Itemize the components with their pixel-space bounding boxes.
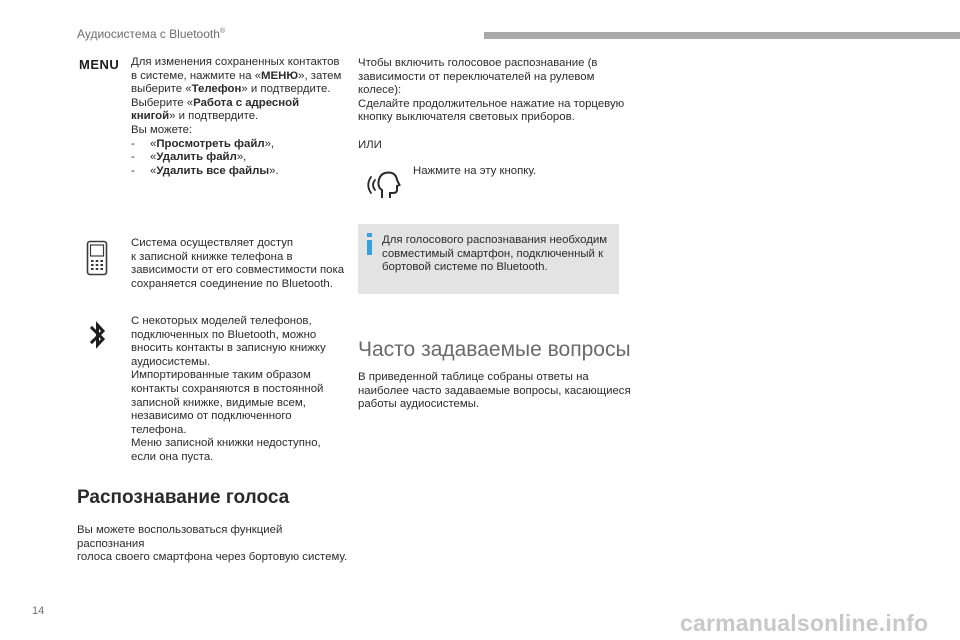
header-title: Аудиосистема с Bluetooth®: [77, 27, 226, 41]
header-bar: [484, 32, 960, 39]
bluetooth-contacts-text: С некоторых моделей телефонов, подключенных по Bluetooth, можно вносить контакты в записную книжку аудиосистемы. Импортированные таким образом контакты сохраняются в постоянной записной книжке, видимые всем, независимо от подключенного телефона. Меню записной книжки недоступно, если она пуста.: [131, 315, 326, 463]
voice-command-icon: [366, 168, 412, 202]
phonebook-access-text: Система осуществляет доступ к записной книжке телефона в зависимости от его совместимости пока сохраняется соединение по Bluetooth.: [131, 237, 345, 290]
page-number: 14: [32, 605, 45, 617]
faq-text: В приведенной таблице собраны ответы на наиболее часто задаваемые вопросы, касающиеся работы аудиосистемы.: [358, 371, 631, 411]
phone-icon: [86, 240, 108, 276]
menu-line-6: Вы можете:: [131, 123, 193, 136]
menu-icon: MENU: [79, 57, 120, 72]
or-label: ИЛИ: [358, 139, 382, 151]
option-item: - «Удалить файл»,: [131, 151, 247, 164]
bluetooth-icon: [86, 320, 110, 350]
voice-activation-text: Чтобы включить голосовое распознавание (в зависимости от переключателей на рулевом колесе): Сделайте продолжительное нажатие на торцевую кнопку выключателя световых приборов.: [358, 57, 625, 124]
registered-mark: ®: [219, 28, 226, 35]
menu-line-4: Выберите «Работа с адресной: [131, 96, 300, 109]
info-box-text: Для голосового распознавания необходим совместимый смартфон, подключенный к бортовой системе по Bluetooth.: [382, 234, 608, 274]
section-title-voice: Распознавание голоса: [77, 487, 290, 508]
menu-line-3: выберите «Телефон» и подтвердите.: [131, 83, 331, 96]
voice-section-text: Вы можете воспользоваться функцией распознания голоса своего смартфона через бортовую систему.: [77, 524, 348, 564]
menu-line-5: книгой» и подтвердите.: [131, 110, 259, 123]
info-icon: [366, 233, 373, 255]
menu-instructions: [131, 56, 346, 178]
menu-line-2: в системе, нажмите на «МЕНЮ», затем: [131, 69, 342, 82]
press-button-text: Нажмите на эту кнопку.: [413, 165, 537, 177]
watermark: carmanualsonline.info: [680, 610, 929, 636]
menu-line-1: Для изменения сохраненных контактов: [131, 56, 340, 68]
option-item: - «Просмотреть файл»,: [131, 137, 275, 150]
faq-title: Часто задаваемые вопросы: [358, 338, 631, 361]
option-item: - «Удалить все файлы».: [131, 164, 279, 177]
